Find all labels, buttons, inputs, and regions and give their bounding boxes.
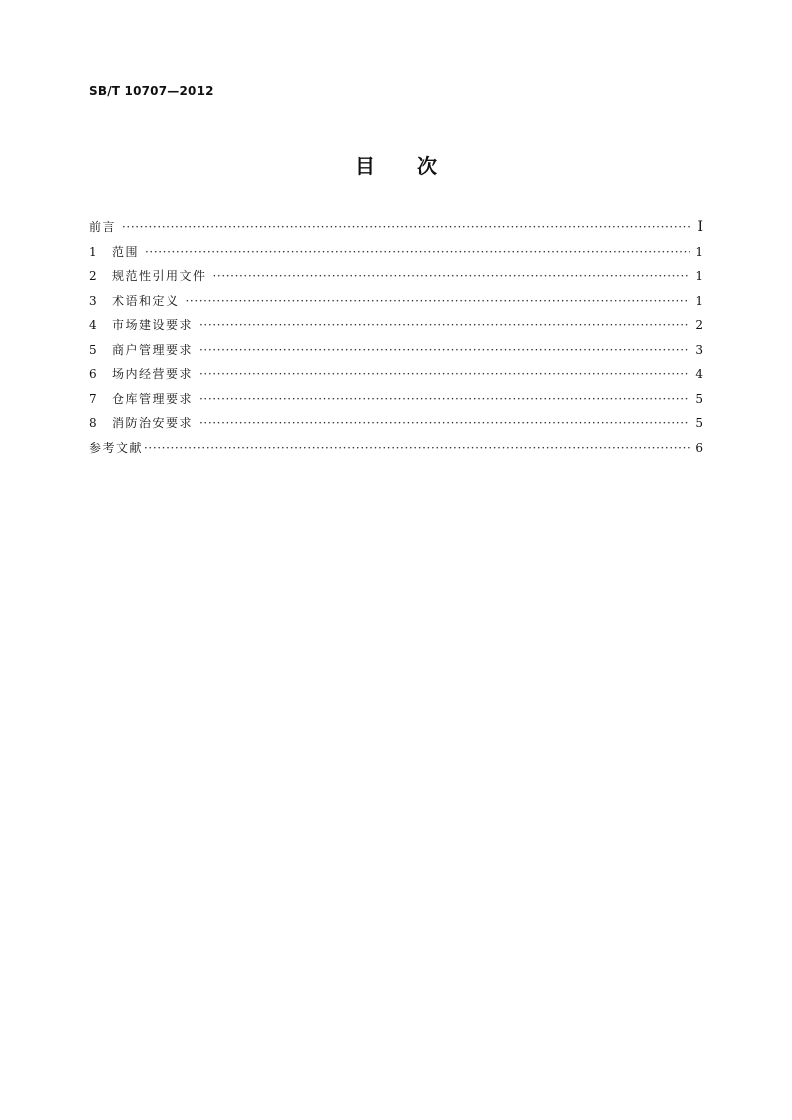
toc-entry-page: 6 [695, 440, 703, 455]
toc-entry-number: 1 [89, 244, 97, 259]
toc-entry-page: 4 [695, 367, 703, 381]
toc-entry-title: 术语和定义 [112, 293, 180, 308]
toc-dot-leader [213, 264, 690, 289]
toc-dot-leader [186, 289, 690, 314]
toc-dot-leader [199, 338, 690, 363]
toc-entry-page: 2 [695, 318, 703, 332]
toc-entry-bibliography[interactable] [89, 436, 703, 461]
toc-dot-leader [199, 387, 690, 412]
table-of-contents [89, 215, 703, 460]
toc-dot-leader [199, 411, 690, 436]
toc-heading-char-2: 次 [417, 154, 437, 178]
toc-entry-title: 商户管理要求 [112, 342, 194, 357]
toc-entry-number: 2 [89, 269, 97, 283]
toc-entry-page: 5 [695, 391, 703, 406]
toc-entry-4[interactable] [89, 313, 703, 338]
toc-entry-1[interactable] [89, 240, 703, 265]
toc-entry-number: 4 [89, 318, 97, 332]
toc-entry-title: 仓库管理要求 [112, 391, 194, 406]
toc-entry-title: 消防治安要求 [112, 416, 194, 430]
toc-entry-page: I [697, 219, 703, 235]
toc-entry-2[interactable] [89, 264, 703, 289]
toc-entry-3[interactable] [89, 289, 703, 314]
toc-entry-foreword[interactable] [89, 215, 703, 240]
toc-entry-number: 8 [89, 416, 97, 430]
toc-entry-title: 场内经营要求 [112, 367, 194, 381]
toc-heading-char-1: 目 [355, 154, 375, 178]
toc-entry-8[interactable] [89, 411, 703, 436]
toc-entry-6[interactable] [89, 362, 703, 387]
standard-code: SB/T 10707—2012 [89, 84, 214, 98]
toc-entry-page: 5 [695, 416, 703, 430]
toc-entry-number: 7 [89, 391, 97, 406]
toc-entry-number: 6 [89, 367, 97, 381]
toc-entry-5[interactable] [89, 338, 703, 363]
toc-entry-title: 市场建设要求 [112, 318, 194, 332]
toc-dot-leader [199, 362, 690, 387]
toc-entry-title: 范围 [112, 244, 140, 259]
toc-entry-number: 3 [89, 293, 97, 308]
toc-entry-number: 5 [89, 342, 97, 357]
toc-heading [0, 150, 792, 179]
toc-entry-page: 1 [695, 244, 703, 259]
toc-entry-7[interactable] [89, 387, 703, 412]
toc-dot-leader [144, 436, 690, 461]
toc-entry-title: 规范性引用文件 [112, 269, 207, 283]
toc-dot-leader [199, 313, 690, 338]
toc-dot-leader [145, 240, 690, 265]
toc-dot-leader [122, 215, 690, 240]
toc-entry-page: 3 [695, 342, 703, 357]
toc-entry-page: 1 [695, 269, 703, 283]
toc-entry-title: 前言 [89, 220, 117, 234]
toc-entry-title: 参考文献 [89, 440, 144, 455]
toc-entry-page: 1 [695, 293, 703, 308]
